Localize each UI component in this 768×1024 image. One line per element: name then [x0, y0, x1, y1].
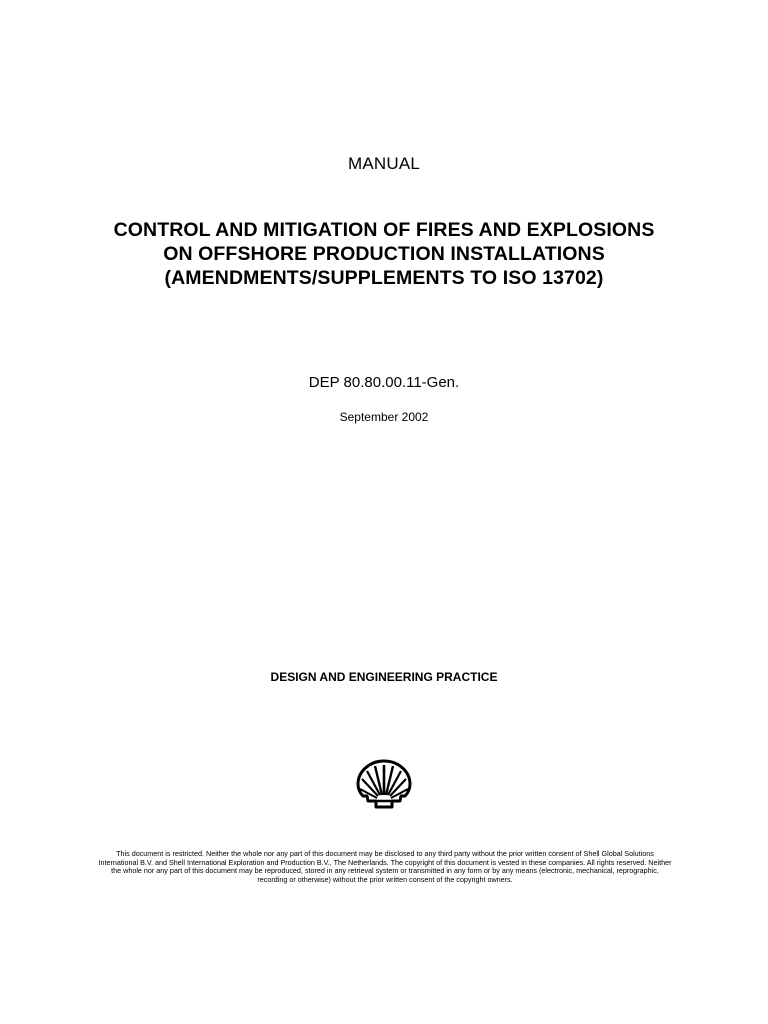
- dep-document-number: DEP 80.80.00.11-Gen.: [308, 374, 460, 391]
- design-engineering-practice-label: DESIGN AND ENGINEERING PRACTICE: [270, 670, 498, 684]
- manual-label: MANUAL: [347, 154, 421, 173]
- restriction-disclaimer: This document is restricted. Neither the whole nor any part of this document may be disclosed to any third party without the prior written consent of Shell Global Solutions International B.V. and Shell International Exploration and Production B.V., The Netherlands. The copyright of this document is vested in these companies. All rights reserved. Neither the whole nor any part of this document may be reproduced, stored in any retrieval system or transmitted in any form or by any means (electronic, mechanical, reprographic, recording or otherwise) without the prior written consent of the copyright owners.: [98, 849, 672, 884]
- document-title: [0, 218, 768, 290]
- document-title-line-1: CONTROL AND MITIGATION OF FIRES AND EXPLOSIONS: [113, 219, 655, 241]
- document-title-line-3: (AMENDMENTS/SUPPLEMENTS TO ISO 13702): [164, 267, 604, 289]
- shell-pecten-logo-icon: [355, 758, 413, 810]
- document-title-line-2: ON OFFSHORE PRODUCTION INSTALLATIONS: [163, 243, 605, 265]
- document-date: September 2002: [339, 410, 429, 424]
